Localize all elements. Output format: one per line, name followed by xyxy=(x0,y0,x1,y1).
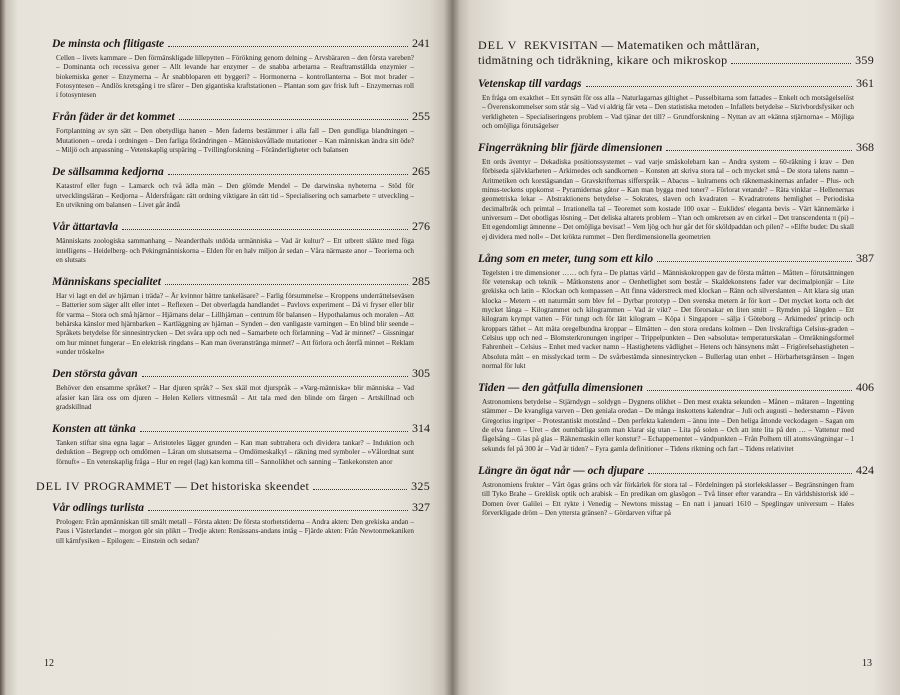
entry-title: Människans specialitet xyxy=(52,276,161,289)
toc-entry xyxy=(52,500,430,546)
entry-page-number: 265 xyxy=(412,164,430,179)
entry-title: Tiden — den gåtfulla dimensionen xyxy=(478,382,644,395)
part-title: REKVISITAN — Matematiken och måttläran, xyxy=(523,38,760,52)
toc-entry xyxy=(52,219,430,265)
entry-page-number: 361 xyxy=(856,76,874,90)
entry-heading xyxy=(478,380,874,395)
entry-page-number: 387 xyxy=(856,250,874,265)
entry-summary: Människans zoologiska sammanhang – Neanderthals utdöda urmänniska – Vad är kultur? – Ett utbrett släkte med föga intelligens – Heidelberg- och Pekingmänniskorna – Elden för en halv miljon år sedan – Våra närmaste anor – Teorierna och en slutsats xyxy=(56,237,414,264)
toc-entry xyxy=(478,380,874,454)
page-number-left: 12 xyxy=(44,658,54,669)
entry-heading xyxy=(478,140,874,155)
entry-summary: En fråga om exakthet – Ett synsätt för oss alla – Naturlagarnas giltighet – Pusselbitarna som fattades – Enkelt och motsägelselöst – Överenskommelser som står sig – Vad vi aldrig får veta – Den statistiska metoden – Infallets betydelse – Skrivbordsfysiker och verkligheten – Specialiseringens problem – Vad tjänar det till? – Grundforskning – Nyttan av att »känna stjärnorna« – Möjliga och omöjliga förutsägelser xyxy=(482,94,854,130)
entry-summary: Behöver den ensamme språket? – Har djuren språk? – Sex skäl mot djurspråk – »Varg-människa« blir människa – Vad afasier kan lära oss om djuren – Helen Kellers vittnesmål – Att tala med den blinde om färgen – Artskillnad och gradskillnad xyxy=(56,384,414,411)
dot-leader xyxy=(148,510,408,511)
entry-summary: Katastrof eller fugn – Lamarck och två ädla män – Den glömde Mendel – De darwinska nyheterna – Stöd för utvecklingsläran – Kedjorna – Åldersfrågan: rätt ordning viktigare än rätt tid – Specialisering och samarbete = utveckling – En utvikning om balansen – Livet går ändå xyxy=(56,182,414,209)
entry-heading xyxy=(478,463,874,478)
entry-title: Vår odlings turlista xyxy=(52,502,145,515)
dot-leader xyxy=(586,86,852,87)
dot-leader xyxy=(657,261,852,262)
dot-leader xyxy=(179,119,408,120)
part-title: PROGRAMMET — Det historiska skeendet xyxy=(83,479,310,494)
part-heading xyxy=(478,38,874,68)
entry-page-number: 424 xyxy=(856,462,874,477)
entry-page-number: 327 xyxy=(412,500,430,515)
entry-page-number: 314 xyxy=(412,421,430,436)
dot-leader xyxy=(140,431,408,432)
book-gutter xyxy=(444,0,460,695)
entry-page-number: 241 xyxy=(412,36,430,50)
entry-heading xyxy=(52,500,430,515)
entry-heading xyxy=(52,219,430,234)
dot-leader xyxy=(142,376,408,377)
toc-entry xyxy=(52,109,430,155)
entry-page-number: 368 xyxy=(856,140,874,155)
entry-title: Konsten att tänka xyxy=(52,423,136,436)
entry-summary: Prologen: Från apmänniskan till smält metall – Första akten: De första storhetstiderna – Andra akten: Den grekiska andan – Paus i Västerlandet – morgon gör sin pliktt – Tredje akten: Renässans-andans intåg – Fjärde akten: Från Newtonmekaniken till kärnfysiken – Epilogen: – Einstein och sedan? xyxy=(56,518,414,545)
toc-entry xyxy=(478,140,874,242)
toc-entry xyxy=(52,421,430,467)
dot-leader xyxy=(666,150,852,151)
dot-leader xyxy=(731,63,851,64)
entry-page-number: 276 xyxy=(412,219,430,234)
entry-page-number: 406 xyxy=(856,380,874,395)
entry-heading xyxy=(52,274,430,289)
entry-summary: Tanken stiftar sina egna lagar – Aristoteles lägger grunden – Kan man subtrahera och dividera tankar? – Induktion och deduktion – Begrepp och omdömen – Läran om slutsatserna – Omdömeskalkyl – räkning med symboler – »Vålordnat sunt förnuft« – En vetenskaplig fråga – Hur en regel (lag) kan komma till – Sannolikhet och sanning – Tankekonsten anor xyxy=(56,439,414,466)
toc-entry xyxy=(478,463,874,518)
left-entries-top xyxy=(52,36,430,467)
entry-title: Längre än ögat når — och djupare xyxy=(478,464,645,477)
dot-leader xyxy=(647,390,852,391)
entry-title: Vetenskap till vardags xyxy=(478,78,582,90)
right-page xyxy=(452,0,900,695)
entry-heading xyxy=(52,36,430,51)
entry-page-number: 285 xyxy=(412,274,430,289)
part-label: DEL IV xyxy=(36,479,81,494)
toc-entry xyxy=(478,251,874,371)
dot-leader xyxy=(168,174,408,175)
entry-heading xyxy=(52,421,430,436)
page-number-right: 13 xyxy=(862,658,872,669)
entry-heading xyxy=(478,251,874,266)
part-label: DEL V xyxy=(478,38,518,52)
part-title-line2: tidmätning och tidräkning, kikare och mikroskop xyxy=(478,53,728,67)
entry-title: Från fäder är det kommet xyxy=(52,111,175,124)
toc-entry xyxy=(52,274,430,357)
entry-page-number: 305 xyxy=(412,366,430,381)
dot-leader xyxy=(313,489,407,490)
toc-entry xyxy=(478,76,874,131)
entry-summary: Ett ords äventyr – Dekadiska positionssystemet – vad varje smäskolebarn kan – Andra system – 60-räkning i krav – Den förbiseda självklarheten – Arkimedes och sandkornen – Konsten att skriva stora tal – och mycket små – De stora talens namn – Aritmetiken och korstägsandan – Gravskrifternas sifferspråk – Abacus – kulramens och räknemaskinernas anfader – Plus- och minus-teckens uppkomst – Pyramidernas gåtor – Kan man bygga med toner? – Förlorat vetande? – Räta vinklar – Hellenernas geometriska lekar – Abstraktionens betydelse – Sokrates, slaven och kvadraten – Kvadratrotens hemlighet – Periodiska decimalbråk och primtal – Irrationella tal – Teoremet som kostade 100 oxar – Euklides' eleganta bevis – Värt kännemärke i universum – Det obotligas lösning – Det deliska altarets problem – Ytan och omkretsen av en cirkel – Det transcendenta π (pi) – Ett egendomligt ämnenne – Det omöjliga bevisat! – Vem ljög och hur går det för sköldpaddan och pilen? – »Elfte budet: Du skall ej dividera med noll« – Det krökta rummet – Den flerdimensionella geometrien xyxy=(482,158,854,241)
entry-summary: Cellen – livets kammare – Den förmänskligade lillepytten – Förökning genom delning – Arvsbäraren – den första vareben? – Dominanta och recessiva gener – Allt levande har enzymer – de snabba arbetarna – Reaftramställda enzymier – biokemiska gener – Enzymerna – Är snabbloparen ett byggeri? – Hormonerna – kontrollanterna – Bot mot brader – Fotosyntesen – Andlös kretsgång i tre sfärer – Den gigantiska kraftstationen – Plantan som gav frisk luft – Enzymernas roll i fotosyntesen xyxy=(56,54,414,100)
dot-leader xyxy=(165,284,408,285)
entry-summary: Astronomiens frukter – Vårt ögas gräns och vår förkärlek för stora tal – Fördelningen på storleksklasser – Begränsningen fram till Tyko Brahe – Greklisk optik och arabisk – En predikan om glasögon – Två linser efter varandra – En världshistorisk idé – Domen över Galilei – Ett rykte i Venedig – Newtons misstag – En natt i januari 1610 – Speglingav universum – Hales förverkligade dröm – Den yttersta gränsen? – Gördarven viftar på xyxy=(482,480,854,517)
toc-entry xyxy=(52,164,430,210)
part-heading xyxy=(36,479,430,494)
entry-summary: Fortplantning av syn sätt – Den obetydliga hanen – Men faderns bestämmer i alla fall – Den gundliga blandningen – Mutationen – oreda i ordningen – Den farliga förändringen – Människovållade mutationer – Kan människan ändra sitt öde? – Miljö och anpassning – Vetenskaplig urspäring – Tvillingforskning – Föränderligheter och balansen xyxy=(56,127,414,155)
entry-title: Fingerräkning blir fjärde dimensionen xyxy=(478,142,663,155)
dot-leader xyxy=(122,229,408,230)
toc-entry xyxy=(52,36,430,100)
entry-heading xyxy=(52,109,430,124)
part-page-number: 325 xyxy=(411,479,430,494)
entry-summary: Astronomiens betydelse – Stjärndygn – soldygn – Dygnens olikhet – Den mest exakta sekunden – Månen – mätaren – Ingenting stämmer – De kvangliga varven – Den geniala oredan – De många inskottens kalendrar – Juli och augusti – hedersnamn – Påven Gregorius ingriper – Protestantiskt motstånd – Den perfekta kalendern – ännu inte – Den heliga åttonde veckodagen – Sagan om de elva faren – Uret – det oumbärliga som man klarar sig utan – Lita på solen – Och att inte lita på den … – Vattenur med fågelsång – Glas på glas – Räknemaskin eller konstur? – Echappementet – vändpunkten – Från Polhem till atomsvängningar – 1 sekunds fel på 300 år – Vad är tiden? – Fyra gamla definitioner – Tidens riktning och fart – Tidens relativitet xyxy=(482,398,854,453)
entry-title: Lång som en meter, tung som ett kilo xyxy=(478,252,654,265)
entry-summary: Tegelsten i tre dimensioner …… och fyra – De plattas värld – Människokroppen gav de första måtten – Måtten – förutsättningen för vetenskap och teknik – Måtkonstens anor – Oenhetlighet som består – Skaldekonstens fader var decimalpionjär – Lite grekiska och latin – Klockan och kompassen – Att finna väderstreck med klockan – Ränn och silverslanten – Att klara sig utan klocka – Metern – ett naturmått som blev fel – Dyrbar prototyp – Den svenska metern är för kort – Det mycket korta och det mycket långa – Kilogrammet och kilogrammen – Vad är vikt? – Det förorsakar en liten smitt – Rymden på längden – Ett kilogram krympt vatten – För tungt och för lätt kilogram – Köpa i Singapore – sälja i Göteborg – Arkimedes' princip och kroppars täthet – Att mäta oregelbundna kroppar – Elmätten – den stora oredans kolmen – Den livskraftiga Celsius-graden – Celsius upp och ned – Blomsterkronungen ingriper – Trippelpunkten – Den »absoluta« temperaturskalan – Omräkningsformel Fahrenheit – Celsius – Enhet med vacker namn – Hastighetens vädlighet – Hetens och hänsynens mått – Frigörelsehastigheten – Absoluta mått – en misslyckad term – De svårbestämda sinnesintrycken – Bullerlag utan enhet – Hörbarhetsgränsen – Ingen normal för lukt xyxy=(482,268,854,370)
entry-title: Den största gåvan xyxy=(52,368,138,381)
entry-title: De sällsamma kedjorna xyxy=(52,166,164,179)
dot-leader xyxy=(168,46,408,47)
toc-entry xyxy=(52,366,430,412)
dot-leader xyxy=(648,473,852,474)
entry-heading xyxy=(52,366,430,381)
entry-heading xyxy=(478,76,874,91)
part-page-number: 359 xyxy=(855,53,874,67)
entry-heading xyxy=(52,164,430,179)
entry-title: Vår ättartavla xyxy=(52,221,119,234)
entry-page-number: 255 xyxy=(412,109,430,124)
entry-title: De minsta och flitigaste xyxy=(52,38,165,50)
entry-summary: Har vi lagt en del av hjärnan i träda? – Är kvinnor bättre tankeläsare? – Farlig försummelse – Kroppens underrättelseväsen – Batterier som säger allt eller intet – Reflexen – Det obverlagda handlandet – Pavlovs experiment – Då vi fryser eller blir för varma – Stora och små hjärnor – Hjärnans delar – Lillhjärnan – centrum för balansen – Hypothalamus och moralen – Att behärska känslor med hjärnbarken – Kartläggning av hjärnan – Synden – den vanligaste varningen – En blind blir seende – Språkets betydelse för sinnesintrycken – Det svåra upp och ned – Samarbete och förlamning – Vad är minnet? – Gissningar om hur minnet fungerar – En elektrisk ringdans – Kan man överanstränga minnet? – Att förlora och återfå minnet – Reklam »under tröskeln« xyxy=(56,292,414,356)
